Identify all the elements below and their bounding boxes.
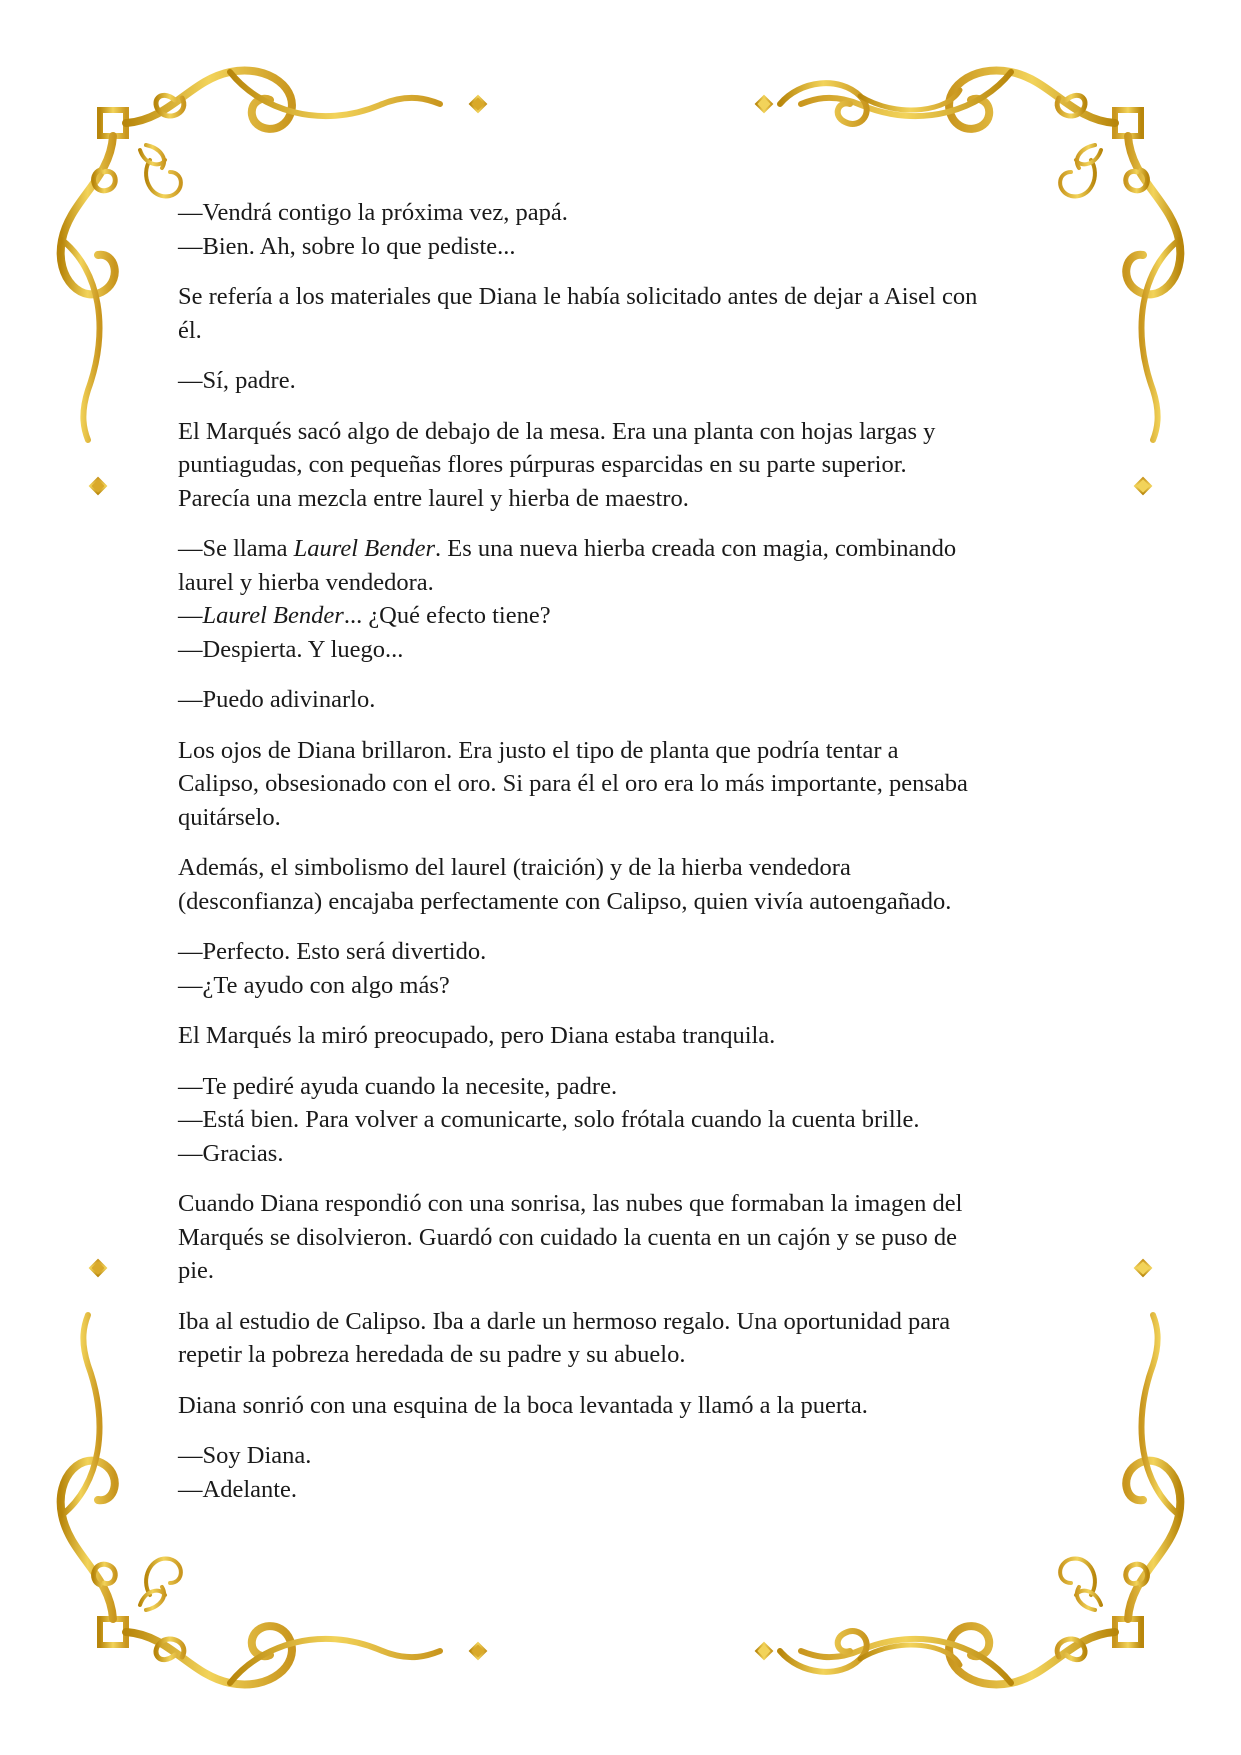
text-line: —Soy Diana. — [178, 1442, 312, 1469]
text-line: —¿Te ayudo con algo más? — [178, 971, 450, 999]
text-line: (desconfianza) encajaba perfectamente con Calipso, quien vivía autoengañado. — [178, 887, 952, 915]
text-line: Se refería a los materiales que Diana le había solicitado antes de dejar a Aisel con — [178, 283, 978, 310]
text-line: —Se llama Laurel Bender. Es una nueva hierba creada con magia, combinando — [178, 535, 957, 562]
left-rule-icon — [90, 478, 106, 1276]
dialogue-block — [178, 1070, 1078, 1171]
paragraph — [178, 1389, 1078, 1423]
paragraph — [178, 1305, 1078, 1372]
text-line: pie. — [178, 1257, 215, 1284]
paragraph — [178, 851, 1078, 918]
text-line: quitárselo. — [178, 803, 281, 831]
right-rule-icon — [1135, 478, 1151, 1276]
text-line: —Está bien. Para volver a comunicarte, solo frótala cuando la cuenta brille. — [178, 1106, 920, 1133]
paragraph — [178, 1187, 1078, 1288]
text-line: —Vendrá contigo la próxima vez, papá. — [178, 199, 568, 226]
dialogue-block — [178, 1439, 1078, 1506]
text-line: Marqués se disolvieron. Guardó con cuidado la cuenta en un cajón y se puso de — [178, 1223, 958, 1251]
text-line: El Marqués la miró preocupado, pero Diana estaba tranquila. — [178, 1022, 776, 1049]
text-line: —Adelante. — [178, 1475, 298, 1503]
dialogue-block — [178, 935, 1078, 1002]
paragraph — [178, 415, 1078, 516]
paragraph — [178, 1019, 1078, 1053]
dialogue-block — [178, 532, 1078, 666]
paragraph — [178, 734, 1078, 835]
bottom-center-ornament-icon — [470, 1631, 960, 1672]
text-line: laurel y hierba vendedora. — [178, 568, 434, 596]
text-line: él. — [178, 316, 202, 344]
text-line: repetir la pobreza heredada de su padre y su abuelo. — [178, 1341, 686, 1368]
text-line: Calipso, obsesionado con el oro. Si para él el oro era lo más importante, pensaba — [178, 770, 968, 797]
dialogue-block — [178, 683, 1078, 717]
text-line: puntiagudas, con pequeñas flores púrpuras esparcidas en su parte superior. — [178, 451, 907, 478]
text-line: —Despierta. Y luego... — [178, 635, 404, 663]
text-line: Cuando Diana respondió con una sonrisa, las nubes que formaban la imagen del — [178, 1190, 963, 1217]
dialogue-block — [178, 196, 1078, 263]
paragraph — [178, 280, 1078, 347]
text-line: —Sí, padre. — [178, 367, 296, 394]
text-line: —Puedo adivinarlo. — [178, 686, 376, 713]
text-line: —Bien. Ah, sobre lo que pediste... — [178, 232, 516, 260]
document-body — [178, 196, 1078, 1523]
top-center-ornament-icon — [470, 83, 960, 124]
text-line: Diana sonrió con una esquina de la boca levantada y llamó a la puerta. — [178, 1391, 868, 1419]
text-line: Los ojos de Diana brillaron. Era justo el tipo de planta que podría tentar a — [178, 736, 899, 764]
text-line: —Te pediré ayuda cuando la necesite, padre. — [178, 1072, 618, 1100]
dialogue-block — [178, 364, 1078, 398]
text-line: Además, el simbolismo del laurel (traición) y de la hierba vendedora — [178, 854, 851, 881]
text-line: —Laurel Bender... ¿Qué efecto tiene? — [178, 602, 551, 629]
text-line: Iba al estudio de Calipso. Iba a darle un hermoso regalo. Una oportunidad para — [178, 1307, 951, 1335]
text-line: Parecía una mezcla entre laurel y hierba de maestro. — [178, 484, 689, 512]
text-line: —Gracias. — [178, 1139, 284, 1167]
italic-term: Laurel Bender — [293, 535, 435, 562]
text-line: El Marqués sacó algo de debajo de la mesa. Era una planta con hojas largas y — [178, 417, 936, 445]
text-line: —Perfecto. Esto será divertido. — [178, 938, 487, 965]
italic-term: Laurel Bender — [202, 602, 344, 629]
